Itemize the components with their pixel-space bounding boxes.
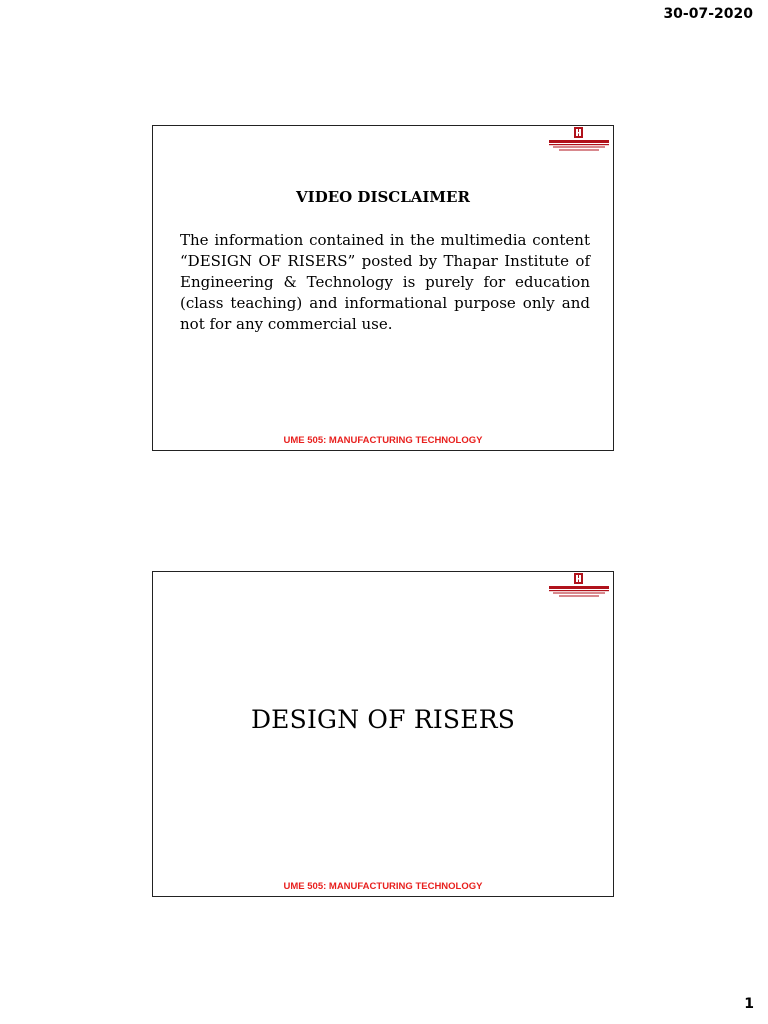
thapar-institute-logo-icon <box>545 126 613 160</box>
slide-footer: UME 505: MANUFACTURING TECHNOLOGY <box>283 435 483 446</box>
slide-heading: VIDEO DISCLAIMER <box>296 188 470 206</box>
thapar-institute-logo-icon <box>545 572 613 606</box>
slide-footer: UME 505: MANUFACTURING TECHNOLOGY <box>283 881 483 892</box>
page-date: 30-07-2020 <box>663 6 753 22</box>
slide-title-page <box>152 571 614 897</box>
slide-title: DESIGN OF RISERS <box>250 705 516 734</box>
page-number: 1 <box>744 996 754 1012</box>
disclaimer-text: The information contained in the multimedia content “DESIGN OF RISERS” posted by Thapar Institute of Engineering & Technology is purely for education (class teaching) and informational purpose only and not for any commercial use. <box>180 231 590 333</box>
slide-disclaimer <box>152 125 614 451</box>
